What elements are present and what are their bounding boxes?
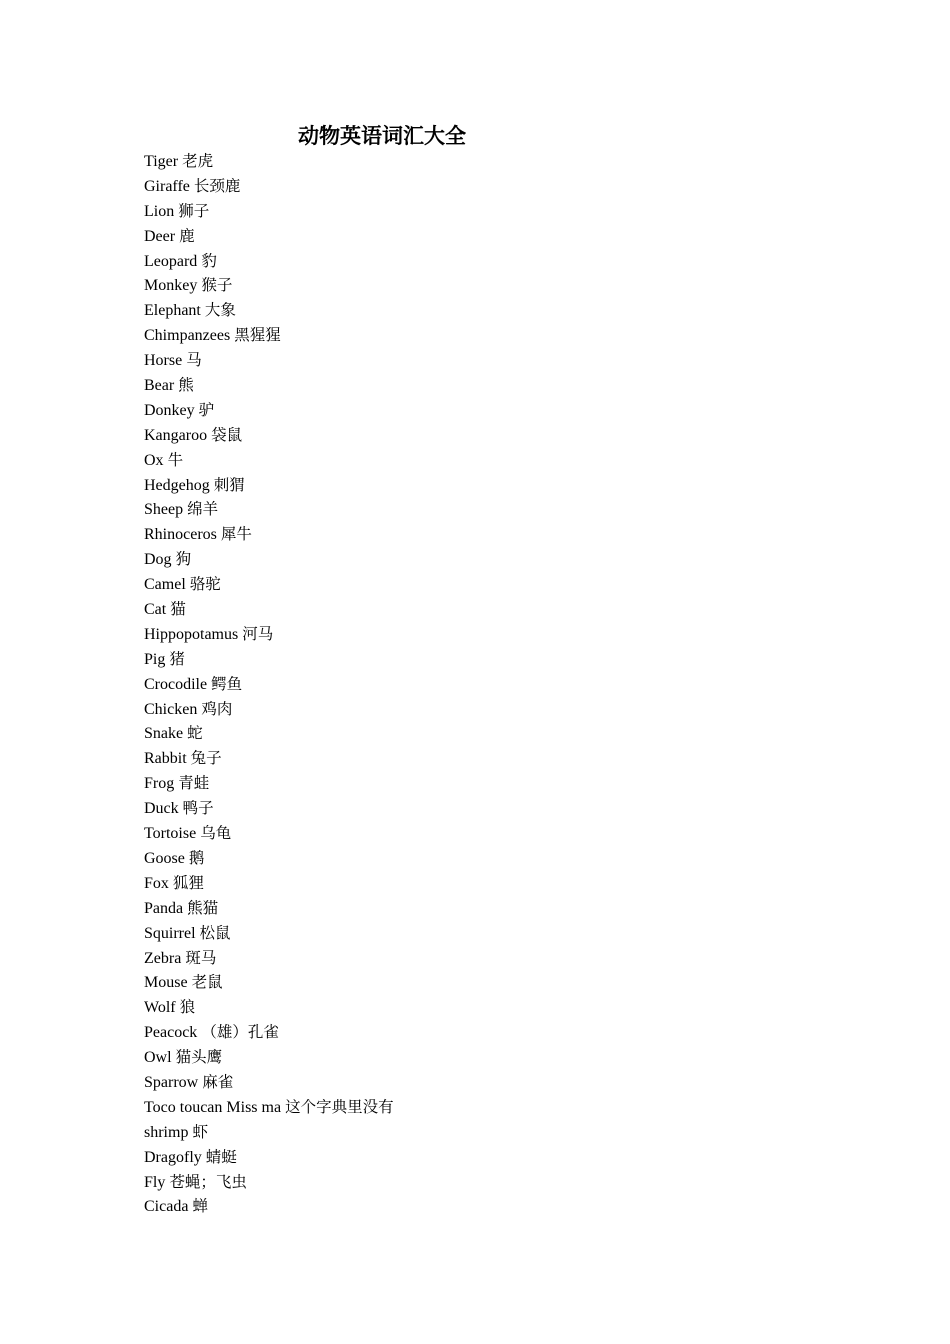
vocab-english-word: Chicken: [144, 700, 198, 718]
vocab-chinese-translation: 乌龟: [200, 824, 232, 843]
vocab-entry: [144, 323, 394, 348]
vocab-english-word: Cicada: [144, 1198, 189, 1216]
vocab-entry: [144, 721, 394, 746]
vocab-chinese-translation: 狗: [175, 550, 192, 569]
vocab-chinese-translation: 刺猬: [213, 475, 245, 494]
vocab-entry: [144, 1045, 394, 1070]
vocab-chinese-translation: 骆驼: [189, 575, 221, 594]
vocab-entry: [144, 796, 394, 821]
vocab-entry: [144, 871, 394, 896]
vocab-chinese-translation: 驴: [198, 400, 215, 419]
vocab-entry: [144, 298, 394, 323]
vocab-chinese-translation: 蜻蜓: [205, 1147, 237, 1166]
vocab-entry: [144, 622, 394, 647]
vocab-chinese-translation: 袋鼠: [211, 425, 243, 444]
vocab-entry: [144, 497, 394, 522]
vocab-english-word: Rhinoceros: [144, 526, 217, 544]
vocab-chinese-translation: 狐狸: [172, 873, 204, 892]
vocab-entry: [144, 249, 394, 274]
vocab-english-word: Fly: [144, 1173, 166, 1191]
vocab-entry: [144, 746, 394, 771]
vocab-english-word: Panda: [144, 899, 184, 917]
vocab-english-word: Snake: [144, 725, 184, 743]
vocab-english-word: Monkey: [144, 277, 198, 295]
vocab-chinese-translation: 鸭子: [182, 799, 214, 818]
vocab-english-word: Hippopotamus: [144, 625, 239, 643]
vocab-chinese-translation: 大象: [204, 301, 236, 320]
vocab-chinese-translation: 鸡肉: [201, 699, 233, 718]
vocab-chinese-translation: 猴子: [201, 276, 233, 295]
vocab-chinese-translation: 蛇: [187, 724, 203, 743]
vocab-chinese-translation: 兔子: [190, 749, 222, 768]
vocab-chinese-translation: 老鼠: [191, 973, 223, 992]
vocab-english-word: Dog: [144, 551, 172, 569]
vocab-entry: [144, 597, 394, 622]
vocab-english-word: Tortoise: [144, 825, 197, 843]
vocab-chinese-translation: 狼: [179, 998, 196, 1017]
vocab-entry: [144, 1095, 394, 1120]
vocab-entry: [144, 273, 394, 298]
vocab-chinese-translation: 青蛙: [178, 774, 210, 793]
vocab-entry: [144, 1070, 394, 1095]
vocab-english-word: Squirrel: [144, 924, 196, 942]
vocab-chinese-translation: 鳄鱼: [211, 674, 243, 693]
vocab-chinese-translation: （雄）孔雀: [201, 1023, 279, 1042]
vocab-english-word: Donkey: [144, 401, 195, 419]
document-title: 动物英语词汇大全: [298, 124, 466, 148]
vocab-chinese-translation: 狮子: [178, 201, 210, 220]
vocab-entry: [144, 995, 394, 1020]
vocab-entry: [144, 547, 394, 572]
vocab-english-word: Pig: [144, 650, 166, 668]
vocab-english-word: Frog: [144, 775, 175, 793]
vocab-chinese-translation: 猫头鹰: [175, 1048, 223, 1067]
vocab-english-word: Fox: [144, 874, 169, 892]
vocab-entry: [144, 423, 394, 448]
vocab-english-word: Bear: [144, 377, 175, 395]
vocab-entry: [144, 896, 394, 921]
vocab-entry: [144, 149, 394, 174]
vocab-chinese-translation: 猪: [169, 649, 185, 668]
vocab-english-word: Lion: [144, 202, 175, 220]
vocab-chinese-translation: 斑马: [185, 948, 217, 967]
vocab-chinese-translation: 熊: [178, 376, 194, 395]
vocab-entry: [144, 373, 394, 398]
vocab-english-word: Sheep: [144, 501, 184, 519]
vocab-english-word: Horse: [144, 352, 183, 370]
vocab-english-word: Ox: [144, 451, 164, 469]
vocab-entry: [144, 1120, 394, 1145]
vocab-english-word: Crocodile: [144, 675, 208, 693]
vocab-english-word: Cat: [144, 601, 167, 619]
vocab-english-word: Deer: [144, 227, 176, 245]
vocab-chinese-translation: 河马: [242, 624, 274, 643]
vocab-entry: [144, 224, 394, 249]
vocab-entry: [144, 970, 394, 995]
vocab-entry: [144, 174, 394, 199]
vocab-english-word: Camel: [144, 576, 186, 594]
vocab-chinese-translation: 老虎: [182, 152, 214, 170]
vocab-english-word: Toco toucan Miss ma: [144, 1098, 282, 1116]
vocab-english-word: Wolf: [144, 999, 176, 1017]
vocab-chinese-translation: 蝉: [192, 1197, 208, 1216]
vocab-entry: [144, 846, 394, 871]
vocab-chinese-translation: 麻雀: [202, 1072, 234, 1091]
vocab-entry: [144, 771, 394, 796]
vocab-entry: [144, 473, 394, 498]
vocab-chinese-translation: 鹅: [188, 848, 205, 867]
vocab-english-word: Elephant: [144, 302, 201, 320]
vocab-entry: [144, 1170, 394, 1195]
vocabulary-list: [144, 149, 394, 1219]
vocab-entry: [144, 921, 394, 946]
vocab-english-word: Rabbit: [144, 750, 187, 768]
vocab-chinese-translation: 猫: [170, 600, 186, 619]
vocab-entry: [144, 1145, 394, 1170]
vocab-chinese-translation: 熊猫: [187, 898, 219, 917]
vocab-chinese-translation: 犀牛: [220, 525, 252, 544]
vocab-entry: [144, 821, 394, 846]
vocab-english-word: Zebra: [144, 949, 182, 967]
vocab-entry: [144, 348, 394, 373]
vocab-entry: [144, 946, 394, 971]
vocab-english-word: Dragofly: [144, 1148, 202, 1166]
vocab-chinese-translation: 虾: [192, 1122, 208, 1141]
vocab-entry: [144, 1194, 394, 1219]
vocab-chinese-translation: 长颈鹿: [193, 176, 241, 195]
vocab-english-word: Kangaroo: [144, 426, 208, 444]
vocab-entry: [144, 697, 394, 722]
vocab-english-word: Chimpanzees: [144, 327, 231, 345]
vocab-chinese-translation: 苍蝇；飞虫: [169, 1172, 247, 1191]
vocab-entry: [144, 1020, 394, 1045]
vocab-chinese-translation: 马: [186, 351, 202, 370]
vocab-english-word: Goose: [144, 849, 185, 867]
vocab-english-word: Hedgehog: [144, 476, 210, 494]
vocab-entry: [144, 398, 394, 423]
vocab-entry: [144, 199, 394, 224]
vocab-english-word: Leopard: [144, 252, 198, 270]
vocab-entry: [144, 448, 394, 473]
vocab-english-word: Owl: [144, 1049, 172, 1067]
vocab-english-word: Tiger: [144, 153, 179, 170]
vocab-chinese-translation: 豹: [201, 251, 217, 270]
vocab-chinese-translation: 黑猩猩: [234, 326, 281, 345]
vocab-entry: [144, 572, 394, 597]
vocab-english-word: Peacock: [144, 1024, 198, 1042]
vocab-english-word: Sparrow: [144, 1073, 199, 1091]
vocab-entry: [144, 672, 394, 697]
vocab-english-word: Duck: [144, 800, 179, 818]
vocab-english-word: Giraffe: [144, 177, 190, 195]
vocab-chinese-translation: 松鼠: [199, 923, 231, 942]
vocab-english-word: Mouse: [144, 974, 188, 992]
vocab-entry: [144, 647, 394, 672]
vocab-chinese-translation: 牛: [167, 450, 184, 469]
vocab-chinese-translation: 鹿: [179, 226, 195, 245]
vocab-chinese-translation: 这个字典里没有: [285, 1097, 394, 1116]
vocab-entry: [144, 522, 394, 547]
vocab-english-word: shrimp: [144, 1123, 189, 1141]
vocab-chinese-translation: 绵羊: [187, 500, 219, 519]
